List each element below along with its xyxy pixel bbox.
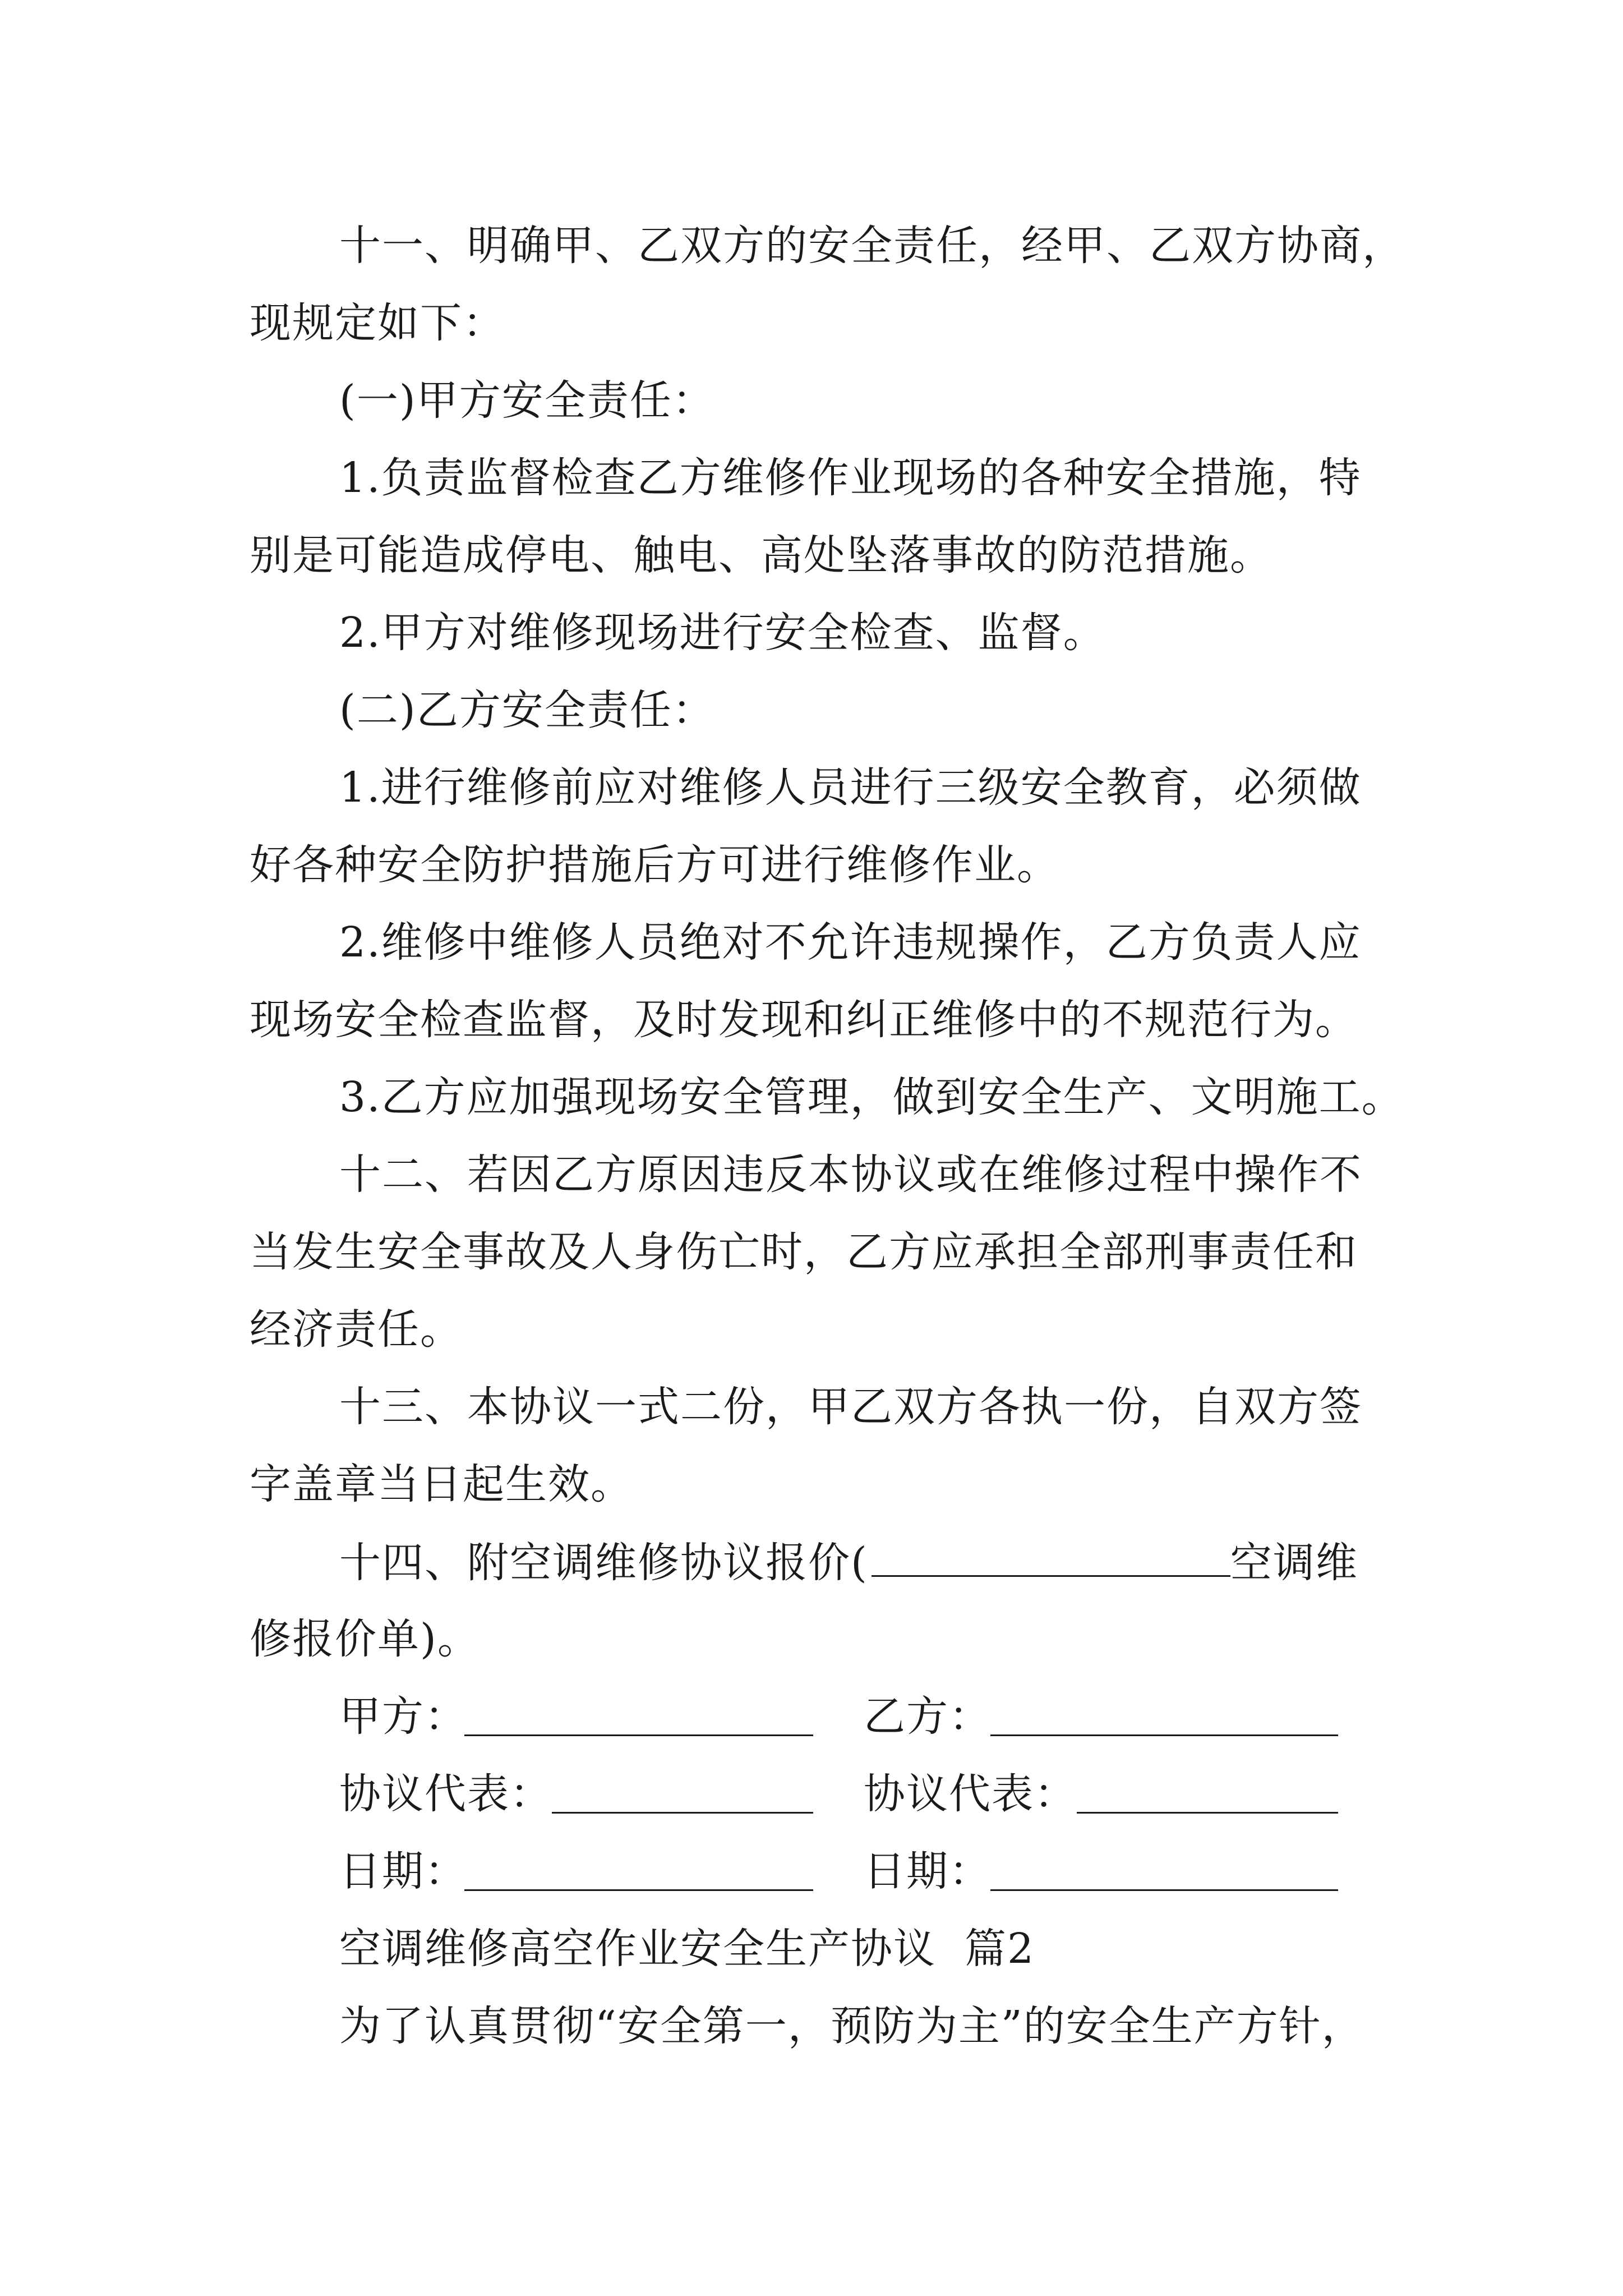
party-b-item-2-line-1: 2.维修中维修人员绝对不允许违规操作，乙方负责人应 [339,918,1362,967]
clause-14-line-1 [339,1528,1358,1595]
party-a-item-2: 2.甲方对维修现场进行安全检查、监督。 [339,609,1106,657]
party-b-responsibility-heading: (二)乙方安全责任： [339,686,715,734]
clause-13-line-2: 字盖章当日起生效。 [250,1460,633,1508]
party-b-date-blank[interactable] [990,1889,1338,1891]
party-b-item-2-line-2: 现场安全检查监督，及时发现和纠正维修中的不规范行为。 [250,996,1358,1044]
party-b-item-1-line-1: 1.进行维修前应对维修人员进行三级安全教育，必须做 [339,763,1362,812]
party-a-label: 甲方： [339,1692,467,1741]
party-a-date-label: 日期： [339,1847,467,1895]
party-a-item-1-line-2: 别是可能造成停电、触电、高处坠落事故的防范措施。 [250,531,1272,579]
party-b-representative-blank[interactable] [1077,1812,1338,1814]
clause-14-text-before-blank: 十四、附空调维修协议报价( [339,1539,868,1587]
section-2-intro-line: 为了认真贯彻“安全第一，预防为主”的安全生产方针， [339,2002,1364,2050]
party-b-date-label: 日期： [864,1847,992,1895]
party-a-representative-blank[interactable] [552,1812,813,1814]
party-a-representative-label: 协议代表： [339,1770,552,1818]
clause-11-line-1: 十一、明确甲、乙双方的安全责任，经甲、乙双方协商， [339,222,1405,270]
clause-11-line-2: 现规定如下： [250,299,505,347]
clause-13-line-1: 十三、本协议一式二份，甲乙双方各执一份，自双方签 [339,1383,1362,1431]
party-b-blank[interactable] [990,1734,1338,1736]
party-a-item-1-line-1: 1.负责监督检查乙方维修作业现场的各种安全措施，特 [339,454,1362,502]
clause-12-line-1: 十二、若因乙方原因违反本协议或在维修过程中操作不 [339,1151,1362,1199]
section-2-heading: 空调维修高空作业安全生产协议 篇2 [339,1925,1035,1973]
clause-14-text-after-blank: 空调维 [1230,1539,1358,1587]
party-b-item-3: 3.乙方应加强现场安全管理，做到安全生产、文明施工。 [339,1073,1404,1121]
party-b-representative-label: 协议代表： [864,1770,1077,1818]
party-a-responsibility-heading: (一)甲方安全责任： [339,376,715,425]
clause-14-line-2: 修报价单)。 [250,1615,480,1663]
party-a-blank[interactable] [464,1734,813,1736]
quote-blank-line [872,1528,1230,1577]
party-a-date-blank[interactable] [464,1889,813,1891]
clause-12-line-2: 当发生安全事故及人身伤亡时，乙方应承担全部刑事责任和 [250,1228,1358,1276]
clause-12-line-3: 经济责任。 [250,1305,463,1354]
party-b-item-1-line-2: 好各种安全防护措施后方可进行维修作业。 [250,841,1059,889]
party-b-label: 乙方： [864,1692,992,1741]
